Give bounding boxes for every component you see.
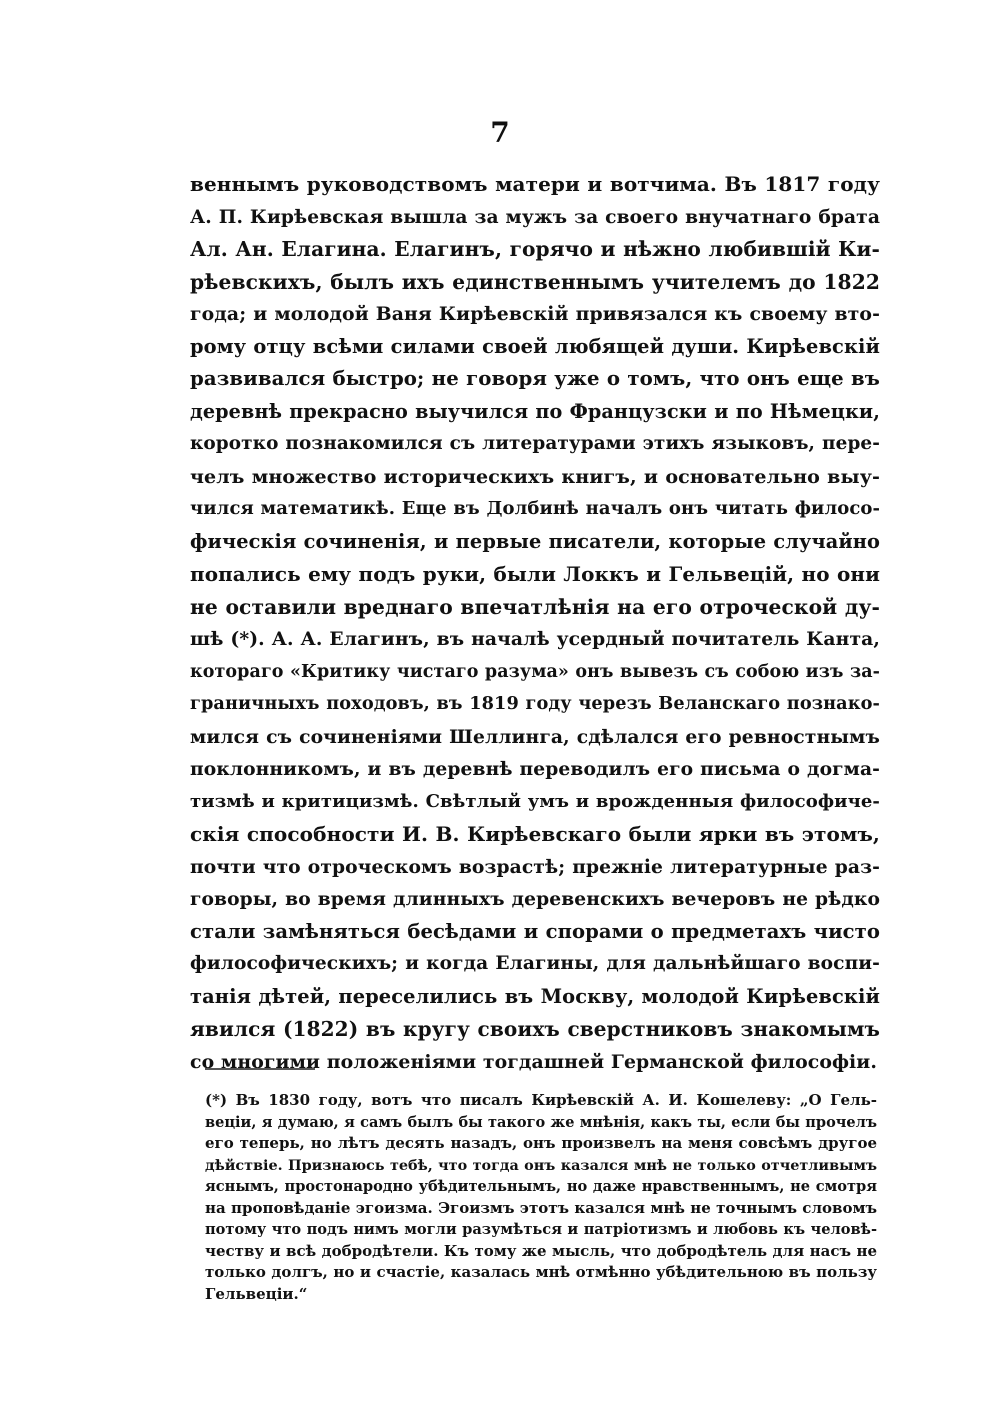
body-line: говоры, во время длинныхъ деревенскихъ вечеровъ не рѣдко bbox=[190, 888, 880, 910]
body-line: не оставили вреднаго впечатлѣнія на его отроческой ду- bbox=[190, 594, 880, 619]
body-line: стали замѣняться бесѣдами и спорами о предметахъ чисто bbox=[190, 919, 880, 943]
body-line: философическихъ; и когда Елагины, для дальнѣйшаго воспи- bbox=[190, 953, 880, 974]
body-line: Ал. Ан. Елагина. Елагинъ, горячо и нѣжно любившій Ки- bbox=[190, 237, 880, 261]
body-line: челъ множество историческихъ книгъ, и основательно выу- bbox=[190, 465, 880, 488]
footnote-divider bbox=[205, 1068, 315, 1070]
body-line: попались ему подъ руки, были Локкъ и Гельвецій, но они bbox=[190, 562, 880, 586]
body-line: шѣ (*). А. А. Елагинъ, въ началѣ усердный почитатель Канта, bbox=[190, 628, 880, 650]
body-line: А. П. Кирѣевская вышла за мужъ за своего внучатнаго брата bbox=[190, 205, 880, 228]
body-line: мился съ сочиненіями Шеллинга, сдѣлался его ревностнымъ bbox=[190, 725, 880, 748]
body-line: развивался быстро; не говоря уже о томъ, что онъ еще въ bbox=[190, 367, 880, 390]
body-line: веннымъ руководствомъ матери и вотчима. Въ 1817 году bbox=[190, 172, 880, 196]
body-line: танія дѣтей, переселились въ Москву, молодой Кирѣевскій bbox=[190, 984, 880, 1008]
body-text bbox=[190, 168, 880, 1078]
body-line: коротко познакомился съ литературами этихъ языковъ, пере- bbox=[190, 433, 880, 454]
body-line: деревнѣ прекрасно выучился по Французски и по Нѣмецки, bbox=[190, 399, 880, 423]
body-line: скія способности И. В. Кирѣевскаго были ярки въ этомъ, bbox=[190, 822, 880, 846]
body-line: котораго «Критику чистаго разума» онъ вывезъ съ собою изъ за- bbox=[190, 661, 880, 682]
footnote-line: яснымъ, простонародно убѣдительнымъ, но даже нравственнымъ, не смотря bbox=[205, 1178, 877, 1195]
body-line: тизмѣ и критицизмѣ. Свѣтлый умъ и врожденныя философиче- bbox=[190, 790, 880, 812]
body-line: фическія сочиненія, и первые писатели, которые случайно bbox=[190, 529, 880, 553]
body-line: поклонникомъ, и въ деревнѣ переводилъ его письма о догма- bbox=[190, 758, 880, 780]
footnote-line: только долгъ, но и счастіе, казалась мнѣ отмѣнно убѣдительною въ пользу bbox=[205, 1263, 877, 1281]
footnote-line: на проповѣданіе эгоизма. Эгоизмъ этотъ казался мнѣ не точнымъ словомъ bbox=[205, 1198, 877, 1217]
footnote-line: потому что подъ нимъ могли разумѣться и патріотизмъ и любовь къ человѣ- bbox=[205, 1221, 877, 1238]
body-line: со многими положеніями тогдашней Германской философіи. bbox=[190, 1050, 878, 1073]
body-line: почти что отроческомъ возрастѣ; прежніе литературные раз- bbox=[190, 855, 880, 878]
footnote-line: (*) Въ 1830 году, вотъ что писалъ Кирѣевскій А. И. Кошелеву: „О Гель- bbox=[205, 1091, 877, 1109]
footnote bbox=[205, 1090, 877, 1305]
body-line: года; и молодой Ваня Кирѣевскій привязался къ своему вто- bbox=[190, 303, 880, 325]
footnote-line: дѣйствіе. Признаюсь тебѣ, что тогда онъ казался мнѣ не только отчетливымъ bbox=[205, 1156, 877, 1174]
footnote-line: его теперь, но лѣтъ десять назадъ, онъ произвелъ на меня совсѣмъ другое bbox=[205, 1134, 877, 1152]
body-line: явился (1822) въ кругу своихъ сверстниковъ знакомымъ bbox=[190, 1017, 880, 1041]
page-number: 7 bbox=[490, 116, 510, 149]
body-line: рѣевскихъ, былъ ихъ единственнымъ учителемъ до 1822 bbox=[190, 269, 880, 294]
footnote-line: веціи, я думаю, я самъ былъ бы такого же мнѣнія, какъ ты, если бы прочелъ bbox=[205, 1113, 877, 1131]
body-line: чился математикѣ. Еще въ Долбинѣ началъ онъ читать филосо- bbox=[190, 498, 880, 519]
body-line: рому отцу всѣми силами своей любящей души. Кирѣевскій bbox=[190, 334, 880, 358]
footnote-line: честву и всѣ добродѣтели. Къ тому же мысль, что добродѣтель для насъ не bbox=[205, 1241, 877, 1260]
body-line: граничныхъ походовъ, въ 1819 году черезъ Веланскаго познако- bbox=[190, 693, 880, 714]
footnote-line: Гельвеціи.“ bbox=[205, 1284, 308, 1303]
